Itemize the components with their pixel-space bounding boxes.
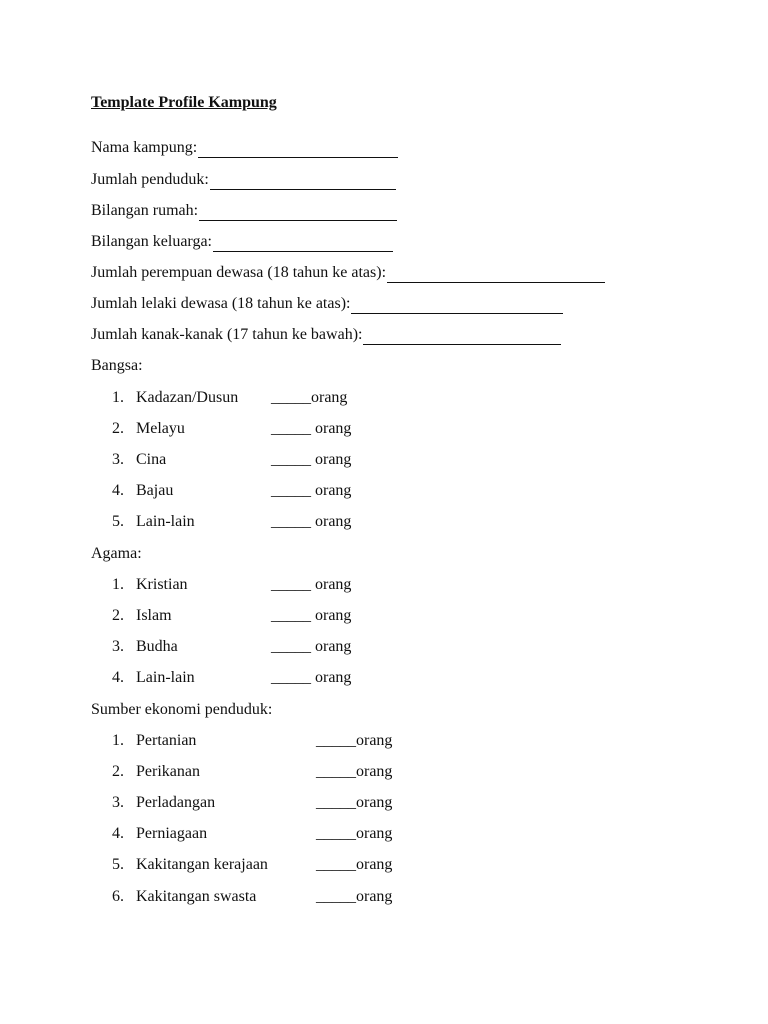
item-count-blank[interactable]: _____ orang	[271, 638, 352, 655]
item-label: Perikanan	[136, 763, 200, 780]
field-jumlah-kanak-kanak	[91, 325, 561, 345]
item-label: Perladangan	[136, 794, 216, 811]
item-label: Perniagaan	[136, 825, 208, 842]
item-label: Islam	[136, 607, 172, 624]
field-label: Jumlah penduduk:	[91, 171, 209, 188]
jumlah-penduduk-input[interactable]	[210, 174, 396, 190]
field-label: Jumlah lelaki dewasa (18 tahun ke atas):	[91, 295, 351, 312]
item-count-blank[interactable]: _____orang	[316, 732, 393, 749]
field-label: Bilangan keluarga:	[91, 233, 212, 250]
item-count-blank[interactable]: _____orang	[316, 763, 393, 780]
item-count-blank[interactable]: _____orang	[316, 794, 393, 811]
list-item	[0, 637, 768, 657]
item-count-blank[interactable]: _____orang	[271, 389, 348, 406]
item-number: 6.	[112, 888, 124, 905]
item-count-blank[interactable]: _____orang	[316, 825, 393, 842]
item-number: 3.	[112, 451, 124, 468]
jumlah-kanak-kanak-input[interactable]	[363, 329, 561, 345]
list-item	[0, 793, 768, 813]
list-item	[0, 450, 768, 470]
item-label: Lain-lain	[136, 669, 195, 686]
list-item	[0, 887, 768, 907]
list-item	[0, 388, 768, 408]
item-number: 5.	[112, 856, 124, 873]
bilangan-rumah-input[interactable]	[199, 205, 397, 221]
list-item	[0, 481, 768, 501]
list-item	[0, 606, 768, 626]
item-number: 3.	[112, 638, 124, 655]
list-item	[0, 512, 768, 532]
item-count-blank[interactable]: _____ orang	[271, 482, 352, 499]
item-count-blank[interactable]: _____ orang	[271, 576, 352, 593]
item-number: 4.	[112, 825, 124, 842]
item-number: 2.	[112, 607, 124, 624]
bilangan-keluarga-input[interactable]	[213, 236, 393, 252]
field-bilangan-rumah	[91, 201, 397, 221]
item-number: 5.	[112, 513, 124, 530]
item-count-blank[interactable]: _____ orang	[271, 669, 352, 686]
item-label: Lain-lain	[136, 513, 195, 530]
list-item	[0, 824, 768, 844]
field-label: Jumlah perempuan dewasa (18 tahun ke atas):	[91, 264, 387, 281]
item-label: Budha	[136, 638, 178, 655]
item-label: Cina	[136, 451, 167, 468]
list-item	[0, 731, 768, 751]
item-count-blank[interactable]: _____orang	[316, 888, 393, 905]
item-label: Pertanian	[136, 732, 197, 749]
item-label: Bajau	[136, 482, 174, 499]
item-count-blank[interactable]: _____ orang	[271, 607, 352, 624]
item-label: Kakitangan swasta	[136, 888, 257, 905]
list-item	[0, 668, 768, 688]
field-bilangan-keluarga	[91, 232, 393, 252]
item-label: Melayu	[136, 420, 185, 437]
field-label: Bilangan rumah:	[91, 202, 199, 219]
list-item	[0, 762, 768, 782]
item-number: 1.	[112, 576, 124, 593]
field-label: Nama kampung:	[91, 139, 198, 156]
page-title: Template Profile Kampung	[91, 94, 277, 111]
jumlah-lelaki-input[interactable]	[351, 298, 563, 314]
field-jumlah-lelaki	[91, 294, 563, 314]
item-number: 4.	[112, 669, 124, 686]
item-number: 4.	[112, 482, 124, 499]
item-number: 2.	[112, 420, 124, 437]
field-jumlah-penduduk	[91, 170, 396, 190]
item-number: 2.	[112, 763, 124, 780]
item-label: Kakitangan kerajaan	[136, 856, 268, 873]
list-item	[0, 855, 768, 875]
ekonomi-heading: Sumber ekonomi penduduk:	[91, 701, 273, 718]
bangsa-heading: Bangsa:	[91, 357, 143, 374]
item-number: 3.	[112, 794, 124, 811]
jumlah-perempuan-input[interactable]	[387, 267, 605, 283]
list-item	[0, 575, 768, 595]
item-count-blank[interactable]: _____orang	[316, 856, 393, 873]
item-count-blank[interactable]: _____ orang	[271, 420, 352, 437]
field-label: Jumlah kanak-kanak (17 tahun ke bawah):	[91, 326, 363, 343]
list-item	[0, 419, 768, 439]
nama-kampung-input[interactable]	[198, 142, 398, 158]
item-label: Kadazan/Dusun	[136, 389, 239, 406]
item-count-blank[interactable]: _____ orang	[271, 513, 352, 530]
item-count-blank[interactable]: _____ orang	[271, 451, 352, 468]
agama-heading: Agama:	[91, 545, 142, 562]
field-jumlah-perempuan	[91, 263, 605, 283]
field-nama-kampung	[91, 138, 398, 158]
item-number: 1.	[112, 732, 124, 749]
item-number: 1.	[112, 389, 124, 406]
item-label: Kristian	[136, 576, 188, 593]
